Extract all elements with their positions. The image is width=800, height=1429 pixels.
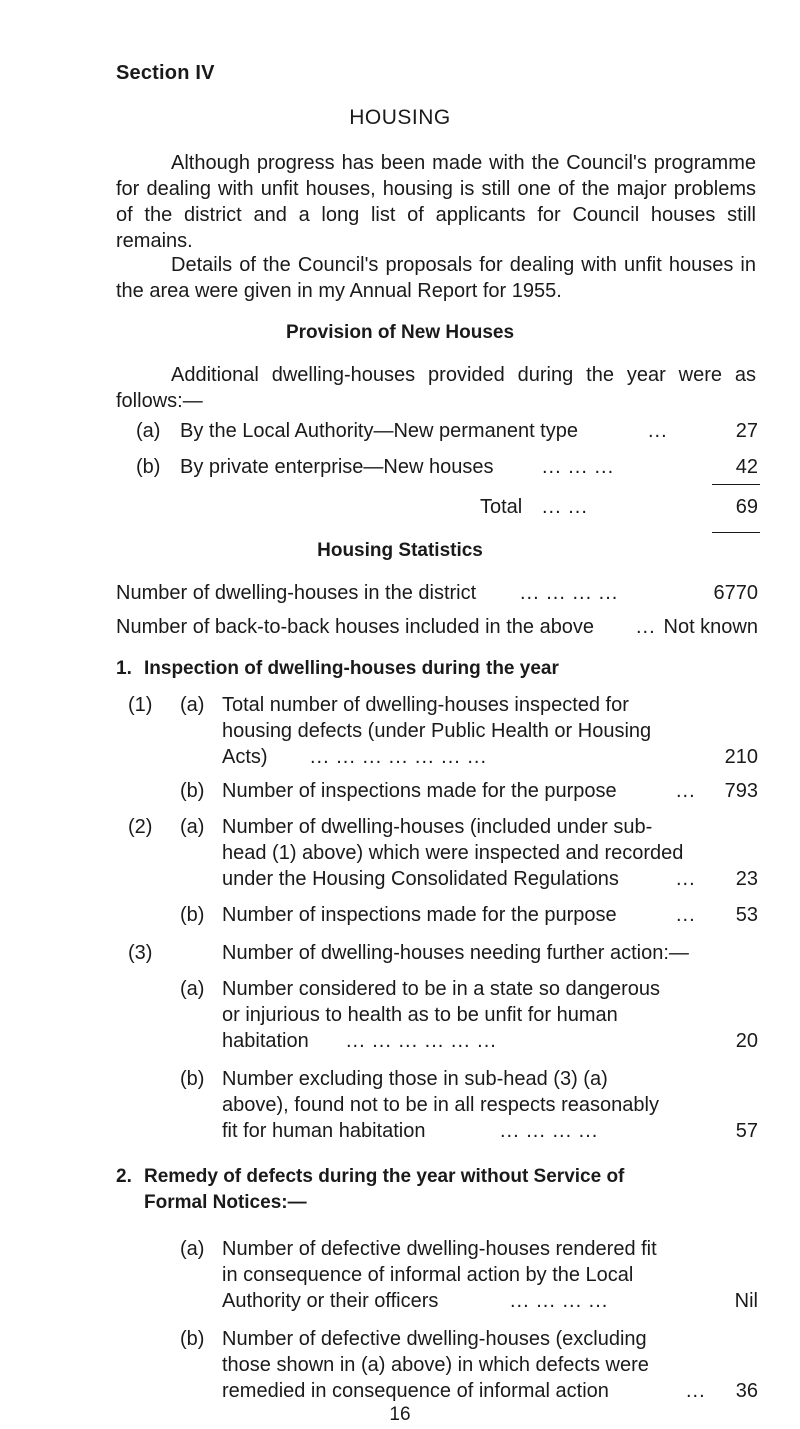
inspection-s1a-value: 210 <box>724 746 758 768</box>
inspection-s1b-dots: ... <box>676 780 696 802</box>
page-title: HOUSING <box>349 106 451 129</box>
provision-a-text: By the Local Authority—New permanent type <box>180 420 578 442</box>
provision-b-dots: ... ... ... <box>542 456 615 478</box>
remedy-a-value: Nil <box>734 1290 758 1312</box>
statistics-line1-dots: ... ... ... ... <box>520 582 619 604</box>
inspection-s2b-text: Number of inspections made for the purpose <box>222 904 617 926</box>
inspection-s1b-value: 793 <box>724 780 758 802</box>
inspection-s2a-text-3: under the Housing Consolidated Regulations <box>222 868 619 890</box>
intro-paragraph-1: Although progress has been made with the Council's programme for dealing with unfit houses, housing is still one of the major problems of the district and a long list of applicants for Council houses still remains. <box>116 152 756 252</box>
intro-paragraph-2: Details of the Council's proposals for dealing with unfit houses in the area were given in my Annual Report for 1955. <box>116 254 756 302</box>
provision-a-value: 27 <box>735 420 758 442</box>
inspection-s1b-text: Number of inspections made for the purpose <box>222 780 617 802</box>
remedy-heading-line-1: Remedy of defects during the year without Service of <box>144 1166 625 1187</box>
inspection-s2b-dots: ... <box>676 904 696 926</box>
inspection-s3-text: Number of dwelling-houses needing further action:— <box>222 942 689 964</box>
inspection-s2-number: (2) <box>128 816 153 838</box>
inspection-s3b-text-1: Number excluding those in sub-head (3) (a) <box>222 1068 608 1090</box>
inspection-s3a-label: (a) <box>180 978 205 1000</box>
provision-total-dots: ... ... <box>542 496 588 518</box>
inspection-s2a-value: 23 <box>735 868 758 890</box>
statistics-line1-text: Number of dwelling-houses in the district <box>116 582 477 604</box>
inspection-s3b-dots: ... ... ... ... <box>500 1120 599 1142</box>
provision-heading: Provision of New Houses <box>285 322 515 343</box>
inspection-s1b-label: (b) <box>180 780 205 802</box>
inspection-s3-number: (3) <box>128 942 153 964</box>
inspection-heading-number: 1. <box>116 658 132 679</box>
provision-b-text: By private enterprise—New houses <box>180 456 494 478</box>
statistics-line1-value: 6770 <box>713 582 758 604</box>
remedy-heading-line-2: Formal Notices:— <box>144 1192 307 1213</box>
inspection-s1a-label: (a) <box>180 694 205 716</box>
provision-text: Additional dwelling-houses provided during the year were as follows:— <box>116 364 756 412</box>
statistics-line2-value: Not known <box>663 616 758 638</box>
remedy-b-text-1: Number of defective dwelling-houses (excluding <box>222 1328 647 1350</box>
remedy-a-text-1: Number of defective dwelling-houses rendered fit <box>222 1238 657 1260</box>
inspection-s1a-text-3: Acts) <box>222 746 268 768</box>
total-rule-bottom <box>712 532 760 533</box>
remedy-b-label: (b) <box>180 1328 205 1350</box>
statistics-line2-text: Number of back-to-back houses included in the above <box>116 616 595 638</box>
remedy-b-text-2: those shown in (a) above) in which defects were <box>222 1354 649 1376</box>
provision-b-value: 42 <box>735 456 758 478</box>
inspection-s2b-value: 53 <box>735 904 758 926</box>
inspection-s3a-text-3: habitation <box>222 1030 309 1052</box>
section-label: Section IV <box>116 62 215 84</box>
inspection-s3b-text-3: fit for human habitation <box>222 1120 426 1142</box>
provision-a-dots: ... <box>648 420 668 442</box>
inspection-s3b-value: 57 <box>735 1120 758 1142</box>
inspection-s2b-label: (b) <box>180 904 205 926</box>
inspection-s3b-text-2: above), found not to be in all respects reasonably <box>222 1094 659 1116</box>
provision-b-label: (b) <box>136 456 161 478</box>
remedy-a-label: (a) <box>180 1238 205 1260</box>
statistics-heading: Housing Statistics <box>317 540 483 561</box>
remedy-a-text-3: Authority or their officers <box>222 1290 439 1312</box>
remedy-a-dots: ... ... ... ... <box>510 1290 609 1312</box>
provision-total-label: Total <box>480 496 523 518</box>
remedy-b-value: 36 <box>735 1380 758 1402</box>
page-number: 16 <box>389 1404 411 1425</box>
remedy-a-text-2: in consequence of informal action by the Local <box>222 1264 634 1286</box>
provision-total-value: 69 <box>735 496 758 518</box>
inspection-s3a-text-1: Number considered to be in a state so dangerous <box>222 978 661 1000</box>
remedy-b-dots: ... <box>686 1380 706 1402</box>
inspection-s1a-text-2: housing defects (under Public Health or Housing <box>222 720 652 742</box>
remedy-heading-number: 2. <box>116 1166 132 1187</box>
inspection-s1-number: (1) <box>128 694 153 716</box>
total-rule-top <box>712 484 760 485</box>
inspection-s1a-dots: ... ... ... ... ... ... ... <box>310 746 488 768</box>
inspection-s2a-dots: ... <box>676 868 696 890</box>
remedy-b-text-3: remedied in consequence of informal action <box>222 1380 609 1402</box>
inspection-s1a-text-1: Total number of dwelling-houses inspected for <box>222 694 629 716</box>
inspection-s3b-label: (b) <box>180 1068 205 1090</box>
inspection-s3a-value: 20 <box>735 1030 758 1052</box>
inspection-s2a-text-1: Number of dwelling-houses (included under sub- <box>222 816 653 838</box>
inspection-heading: Inspection of dwelling-houses during the year <box>144 658 559 679</box>
inspection-s2a-text-2: head (1) above) which were inspected and recorded <box>222 842 684 864</box>
inspection-s3a-dots: ... ... ... ... ... ... <box>346 1030 497 1052</box>
inspection-s2a-label: (a) <box>180 816 205 838</box>
inspection-s3a-text-2: or injurious to health as to be unfit for human <box>222 1004 618 1026</box>
provision-a-label: (a) <box>136 420 161 442</box>
statistics-line2-dots: ... <box>636 616 656 638</box>
